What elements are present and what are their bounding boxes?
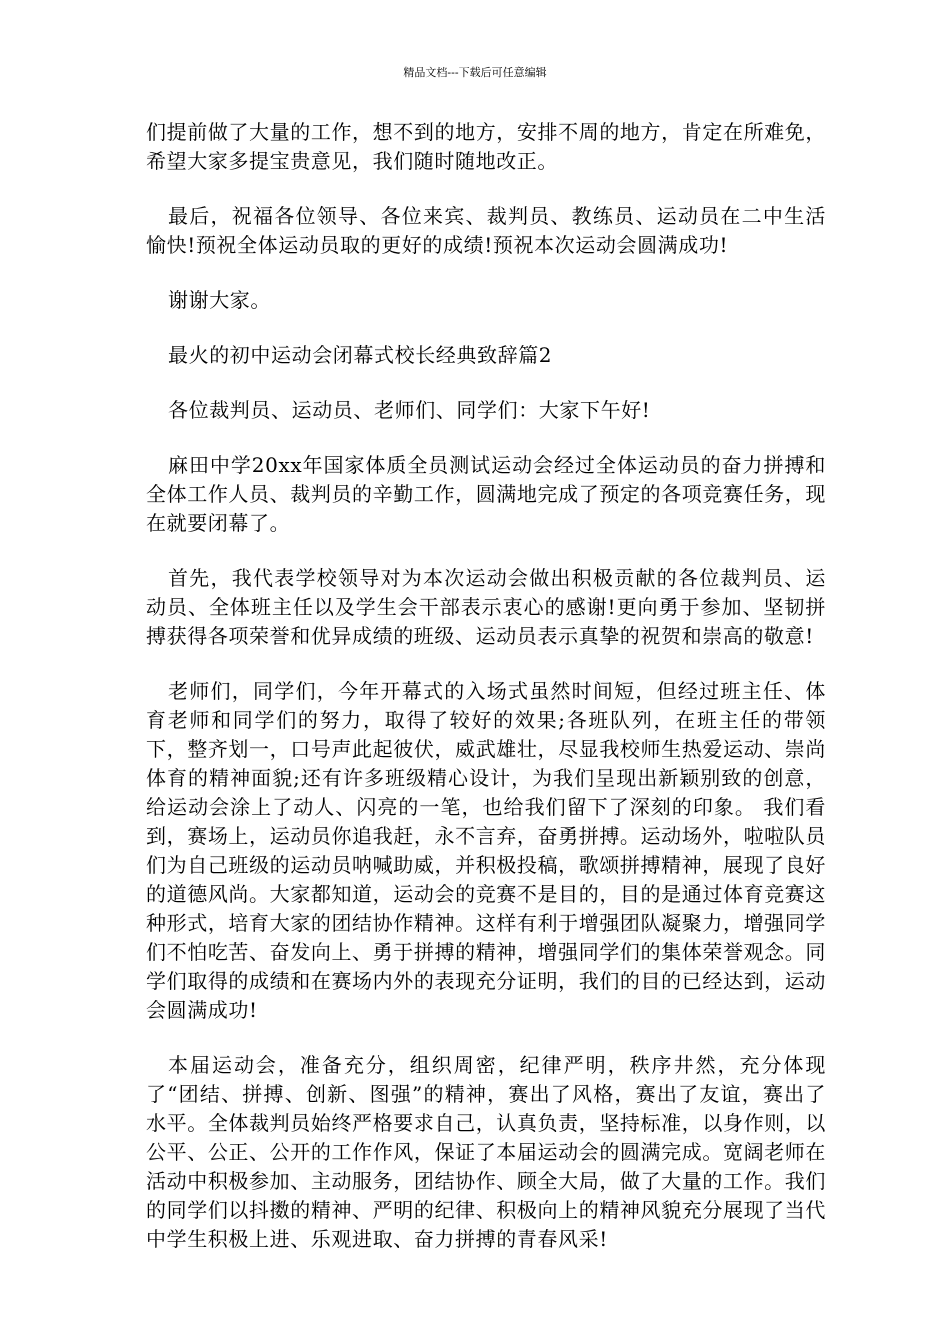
section-title: 最火的初中运动会闭幕式校长经典致辞篇2 [168,343,553,367]
paragraph-gratitude: 首先，我代表学校领导对为本次运动会做出积极贡献的各位裁判员、运动员、全体班主任以及学生会干部表示衷心的感谢!更向勇于参加、坚韧拼搏获得各项荣誉和优异成绩的班级、运动员表示真挚的祝贺和崇高的敬意! [146,566,826,648]
document-body [146,118,826,1280]
paragraph-review: 老师们，同学们，今年开幕式的入场式虽然时间短，但经过班主任、体育老师和同学们的努力，取得了较好的效果;各班队列，在班主任的带领下，整齐划一，口号声此起彼伏，威武雄壮，尽显我校师生热爱运动、崇尚体育的精神面貌;还有许多班级精心设计，为我们呈现出新颖别致的创意，给运动会涂上了动人、闪亮的一笔，也给我们留下了深刻的印象。 我们看到，赛场上，运动员你追我赶，永不言弃，奋勇拼搏。运动场外，啦啦队员们为自己班级的运动员呐喊助威，并积极投稿，歌颂拼搏精神，展现了良好的道德风尚。大家都知道，运动会的竞赛不是目的，目的是通过体育竞赛这种形式，培育大家的团结协作精神。这样有利于增强团队凝聚力，增强同学们不怕吃苦、奋发向上、勇于拼搏的精神，增强同学们的集体荣誉观念。同学们取得的成绩和在赛场内外的表现充分证明，我们的目的已经达到，运动会圆满成功! [146,679,826,1022]
paragraph-closing-wishes: 最后，祝福各位领导、各位来宾、裁判员、教练员、运动员在二中生活愉快!预祝全体运动员取的更好的成绩!预祝本次运动会圆满成功! [146,204,826,257]
page-header: 精品文档---下载后可任意编辑 [403,66,547,79]
paragraph-intro: 麻田中学20xx年国家体质全员测试运动会经过全体运动员的奋力拼搏和全体工作人员、裁判员的辛勤工作，圆满地完成了预定的各项竞赛任务，现在就要闭幕了。 [146,453,826,535]
paragraph-greeting: 各位裁判员、运动员、老师们、同学们：大家下午好! [168,398,651,422]
paragraph-thanks: 谢谢大家。 [168,288,271,312]
paragraph-continuation: 们提前做了大量的工作，想不到的地方，安排不周的地方，肯定在所难免，希望大家多提宝贵意见，我们随时随地改正。 [146,120,826,173]
paragraph-summary: 本届运动会，准备充分，组织周密，纪律严明，秩序井然，充分体现了“团结、拼搏、创新、图强”的精神，赛出了风格，赛出了友谊，赛出了水平。全体裁判员始终严格要求自己，认真负责，坚持标准，以身作则，以公平、公正、公开的工作作风，保证了本届运动会的圆满完成。宽阔老师在活动中积极参加、主动服务，团结协作、顾全大局，做了大量的工作。我们的同学们以抖擞的精神、严明的纪律、积极向上的精神风貌充分展现了当代中学生积极上进、乐观进取、奋力拼搏的青春风采! [146,1053,826,1251]
